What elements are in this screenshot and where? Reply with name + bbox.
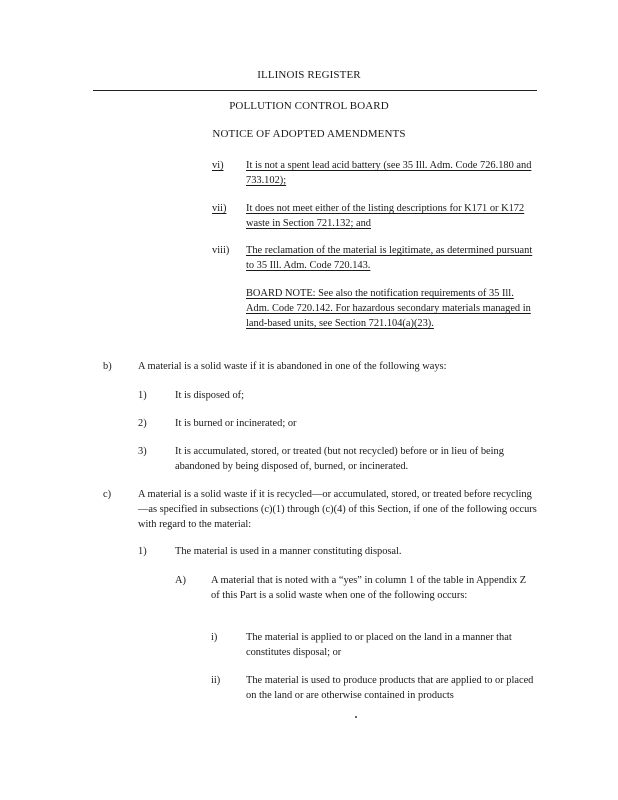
section-c-subitem-i-number: i) (211, 632, 218, 643)
section-b-item-1-text: It is disposed of; (175, 390, 244, 401)
section-c-item-A-text: A material that is noted with a “yes” in column 1 of the table in Appendix Z of this Part is a solid waste when one of the following occurs: (211, 575, 527, 601)
section-b-item-1-number: 1) (138, 390, 147, 401)
section-b-text: A material is a solid waste if it is abandoned in one of the following ways: (138, 361, 447, 372)
item-vii-text: It does not meet either of the listing descriptions for K171 or K172 waste in Section 721.132; and (246, 203, 525, 229)
section-b-label: b) (103, 361, 112, 372)
section-c-item-1-text: The material is used in a manner constituting disposal. (175, 546, 402, 557)
item-viii-text: The reclamation of the material is legitimate, as determined pursuant to 35 Ill. Adm. Code 720.143. (246, 245, 533, 271)
header-rule (93, 90, 537, 91)
section-c-subitem-i-text: The material is applied to or placed on the land in a manner that constitutes disposal; or (246, 632, 512, 658)
section-b-item-2-number: 2) (138, 418, 147, 429)
scan-speck (355, 716, 357, 718)
item-vi-text: It is not a spent lead acid battery (see 35 Ill. Adm. Code 726.180 and 733.102); (246, 160, 532, 186)
item-vii-number: vii) (212, 203, 227, 214)
section-b-item-3-text: It is accumulated, stored, or treated (but not recycled) before or in lieu of being abandoned by being disposed of, burned, or incinerated. (175, 446, 504, 472)
item-viii-number: viii) (212, 245, 230, 256)
section-c-item-1-number: 1) (138, 546, 147, 557)
section-c-subitem-ii-text: The material is used to produce products that are applied to or placed on the land or are otherwise contained in products (246, 675, 534, 701)
section-b-item-2-text: It is burned or incinerated; or (175, 418, 297, 429)
section-c-subitem-ii-number: ii) (211, 675, 221, 686)
item-vi-number: vi) (212, 160, 224, 171)
board-note: BOARD NOTE: See also the notification requirements of 35 Ill. Adm. Code 720.142. For hazardous secondary materials managed in land-based units, see Section 721.104(a)(23). (246, 288, 531, 329)
section-c-text: A material is a solid waste if it is recycled—or accumulated, stored, or treated before recycling—as specified in subsections (c)(1) through (c)(4) of this Section, if one of the following occurs with regard to the material: (138, 489, 537, 530)
notice-title: NOTICE OF ADOPTED AMENDMENTS (212, 128, 406, 140)
section-b-item-3-number: 3) (138, 446, 147, 457)
board-title: POLLUTION CONTROL BOARD (229, 100, 389, 112)
section-c-item-A-number: A) (175, 575, 186, 586)
section-c-label: c) (103, 489, 112, 500)
register-title: ILLINOIS REGISTER (257, 69, 361, 81)
